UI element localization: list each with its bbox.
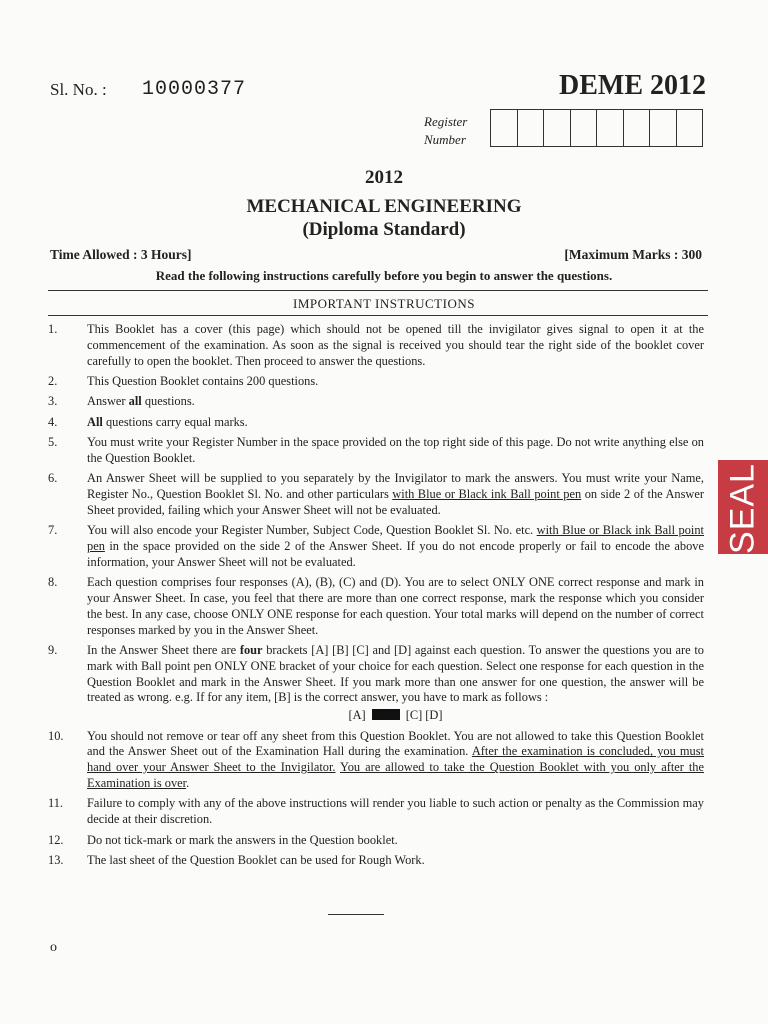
instruction-number: 4. bbox=[48, 414, 58, 429]
instruction-number: 1. bbox=[48, 322, 58, 336]
instruction-number: 12. bbox=[48, 832, 64, 847]
end-rule bbox=[328, 914, 384, 915]
instruction-text: You must write your Register Number in the space provided on the top right side of this page. Do not write anything else on the Question Booklet. bbox=[87, 435, 704, 465]
instruction-underlined: You are allowed to take the Question Booklet with you only after the Examination is over bbox=[87, 760, 704, 791]
instruction-emphasis: All bbox=[87, 414, 103, 429]
instruction-text: The last sheet of the Question Booklet can be used for Rough Work. bbox=[87, 853, 425, 868]
instruction-number: 3. bbox=[48, 394, 58, 409]
seal-tab[interactable] bbox=[718, 460, 768, 554]
register-label-line-2: Number bbox=[424, 132, 466, 147]
instruction-item bbox=[48, 322, 704, 369]
instruction-text: Do not tick-mark or mark the answers in the Question booklet. bbox=[87, 832, 398, 847]
instruction-text: questions. bbox=[141, 394, 195, 409]
instruction-emphasis: all bbox=[128, 394, 142, 409]
filled-bracket-b bbox=[372, 709, 400, 720]
register-digit-box[interactable] bbox=[571, 110, 598, 146]
instruction-text: Failure to comply with any of the above instructions will render you liable to such action or penalty as the Commission may decide at their discretion. bbox=[87, 796, 704, 827]
instruction-number: 6. bbox=[48, 471, 58, 486]
paper-code: DEME 2012 bbox=[559, 70, 706, 101]
register-digit-box[interactable] bbox=[518, 110, 545, 146]
register-number-label bbox=[424, 113, 467, 149]
register-digit-box[interactable] bbox=[677, 110, 703, 146]
register-digit-box[interactable] bbox=[597, 110, 624, 146]
time-allowed: Time Allowed : 3 Hours] bbox=[50, 247, 192, 262]
serial-number-label: Sl. No. : bbox=[50, 80, 107, 99]
register-label-line-1: Register bbox=[424, 114, 468, 129]
instruction-item bbox=[48, 575, 704, 638]
instruction-text: An Answer Sheet will be supplied to you separately by the Invigilator to mark the answers. You must write your Name, Register No., Question Booklet Sl. No. and other particulars bbox=[87, 471, 704, 502]
example-brackets-cd: [C] [D] bbox=[405, 708, 443, 723]
instruction-text: brackets [A] [B] [C] and [D] against each question. To answer the questions you are to mark with Ball point pen ONLY ONE bracket of your choice for each question. Select one response for each question in the Question Booklet and mark in the Answer Sheet. If you mark more than one answer for one question, the answer will be treated as wrong. e.g. If for any item, [B] is the correct answer, you have to mark as follows : bbox=[87, 643, 704, 705]
register-number-boxes[interactable] bbox=[490, 109, 703, 147]
exam-standard: (Diploma Standard) bbox=[302, 219, 466, 240]
instruction-text: Each question comprises four responses (A), (B), (C) and (D). You are to select ONLY ONE correct response and mark in your Answer Sheet. In case, you feel that there are more than one correct response, mark the response which you consider the best. In any case, choose ONLY ONE response for each question. Your total marks will depend on the number of correct responses marked by you in the Answer Sheet. bbox=[87, 575, 704, 637]
instruction-item bbox=[48, 643, 704, 724]
seal-label: SEAL bbox=[723, 463, 762, 554]
instruction-item bbox=[48, 435, 704, 467]
instruction-text: This Booklet has a cover (this page) which should not be opened till the invigilator gives signal to open it at the commencement of the examination. As soon as the signal is received you should tear the right side of the booklet cover carefully to open the booklet. Then proceed to answer the questions. bbox=[87, 322, 704, 368]
instruction-text: This Question Booklet contains 200 questions. bbox=[87, 373, 319, 388]
instruction-number: 2. bbox=[48, 373, 58, 388]
instruction-item bbox=[48, 523, 704, 570]
instruction-number: 11. bbox=[48, 796, 64, 811]
register-digit-box[interactable] bbox=[650, 110, 677, 146]
instruction-emphasis: four bbox=[239, 643, 263, 658]
instruction-item bbox=[48, 853, 704, 869]
instruction-number: 13. bbox=[48, 853, 64, 868]
instruction-item bbox=[48, 394, 704, 410]
exam-subject: MECHANICAL ENGINEERING bbox=[246, 196, 522, 217]
instruction-number: 9. bbox=[48, 643, 58, 658]
maximum-marks: [Maximum Marks : 300 bbox=[564, 247, 702, 262]
exam-year: 2012 bbox=[365, 167, 403, 188]
divider bbox=[48, 290, 708, 291]
instruction-item bbox=[48, 471, 704, 518]
instruction-item bbox=[48, 415, 704, 431]
register-digit-box[interactable] bbox=[491, 110, 518, 146]
example-bracket-a: [A] bbox=[348, 708, 366, 723]
register-digit-box[interactable] bbox=[544, 110, 571, 146]
instruction-text: on side 2 of the Answer Sheet provided, failing which your Answer Sheet will not be evaluated. bbox=[87, 487, 704, 517]
instruction-text: You will also encode your Register Number, Subject Code, Question Booklet Sl. No. etc. bbox=[87, 523, 537, 538]
register-digit-box[interactable] bbox=[624, 110, 651, 146]
instruction-number: 10. bbox=[48, 728, 64, 743]
instruction-text: questions carry equal marks. bbox=[102, 414, 248, 429]
instructions-list bbox=[48, 322, 704, 873]
serial-number-value: 10000377 bbox=[142, 78, 247, 101]
instruction-text: in the space provided on the side 2 of the Answer Sheet. If you do not encode properly or fail to encode the above information, your Answer Sheet will not be evaluated. bbox=[87, 539, 704, 569]
answer-example bbox=[87, 708, 704, 724]
instruction-underlined: with Blue or Black ink Ball point pen bbox=[392, 487, 582, 502]
instruction-item bbox=[48, 374, 704, 390]
instruction-number: 8. bbox=[48, 575, 58, 590]
instruction-item bbox=[48, 833, 704, 849]
instruction-number: 7. bbox=[48, 523, 58, 538]
instruction-underlined: After the examination is concluded, you must hand over your Answer Sheet to the Invigilator. bbox=[87, 744, 705, 775]
instruction-number: 5. bbox=[48, 435, 58, 450]
instruction-item bbox=[48, 729, 704, 792]
instruction-text: You should not remove or tear off any sheet from this Question Booklet. You are not allowed to take this Question Booklet and the Answer Sheet out of the Examination Hall during the examination. bbox=[87, 728, 704, 759]
page-mark: o bbox=[50, 940, 57, 955]
instruction-underlined: with Blue or Black ink Ball point pen bbox=[87, 523, 704, 554]
instructions-heading: IMPORTANT INSTRUCTIONS bbox=[293, 296, 475, 311]
divider bbox=[48, 315, 708, 316]
read-instructions-line: Read the following instructions carefully before you begin to answer the questions. bbox=[155, 268, 613, 283]
instruction-text: . bbox=[186, 776, 190, 791]
instruction-text: Answer bbox=[87, 394, 129, 409]
instruction-item bbox=[48, 796, 704, 828]
instruction-text: In the Answer Sheet there are bbox=[87, 643, 240, 658]
